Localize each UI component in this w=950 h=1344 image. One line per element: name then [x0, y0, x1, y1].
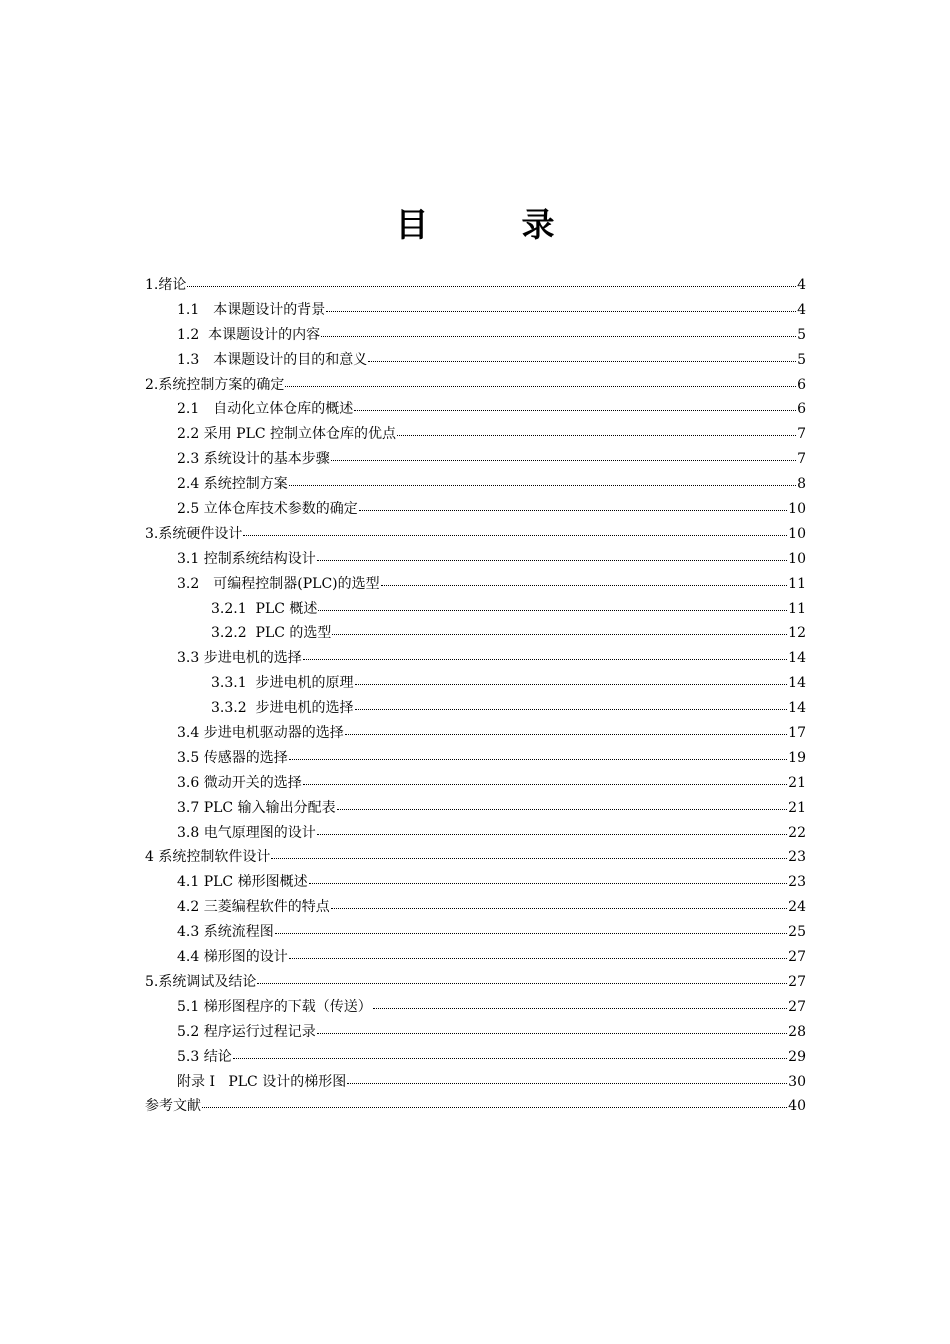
toc-entry-label: 3.5 传感器的选择 — [177, 749, 288, 766]
toc-entry-label: 1.3 本课题设计的目的和意义 — [177, 351, 368, 368]
toc-dot-leader — [368, 360, 796, 362]
toc-entry[interactable] — [145, 870, 806, 895]
toc-dot-leader — [317, 1032, 787, 1034]
toc-entry-page-number: 4 — [797, 301, 806, 318]
toc-entry[interactable] — [145, 397, 806, 422]
toc-entry[interactable] — [145, 1094, 806, 1119]
toc-entry-label: 3.7 PLC 输入输出分配表 — [177, 799, 336, 816]
toc-entry-page-number: 25 — [788, 924, 806, 941]
toc-dot-leader — [285, 385, 796, 387]
toc-entry-label: 3.2.1 PLC 概述 — [211, 600, 318, 617]
toc-dot-leader — [289, 484, 796, 486]
toc-entry-page-number: 27 — [788, 998, 806, 1015]
toc-entry-label: 4 系统控制软件设计 — [145, 849, 271, 866]
toc-dot-leader — [303, 658, 787, 660]
toc-entry-page-number: 27 — [788, 949, 806, 966]
toc-dot-leader — [347, 1082, 787, 1084]
toc-entry-label: 4.1 PLC 梯形图概述 — [177, 874, 308, 891]
toc-entry[interactable] — [145, 273, 806, 298]
toc-entry[interactable] — [145, 447, 806, 472]
toc-entry-label: 3.2.2 PLC 的选型 — [211, 625, 332, 642]
toc-entry-page-number: 23 — [788, 849, 806, 866]
toc-entry[interactable] — [145, 746, 806, 771]
toc-dot-leader — [233, 1057, 787, 1059]
toc-entry[interactable] — [145, 572, 806, 597]
toc-entry-label: 附录 I PLC 设计的梯形图 — [177, 1073, 347, 1090]
toc-entry-page-number: 12 — [788, 625, 806, 642]
toc-entry[interactable] — [145, 497, 806, 522]
toc-entry-label: 1.1 本课题设计的背景 — [177, 301, 326, 318]
toc-entry[interactable] — [145, 597, 806, 622]
toc-entry-label: 2.1 自动化立体仓库的概述 — [177, 401, 354, 418]
toc-dot-leader — [355, 708, 788, 710]
toc-entry-label: 3.3 步进电机的选择 — [177, 650, 302, 667]
toc-entry-label: 3.2 可编程控制器(PLC)的选型 — [177, 575, 380, 592]
toc-dot-leader — [397, 434, 796, 436]
toc-entry[interactable] — [145, 771, 806, 796]
toc-dot-leader — [202, 1106, 787, 1108]
toc-entry[interactable] — [145, 696, 806, 721]
toc-dot-leader — [317, 559, 787, 561]
toc-dot-leader — [309, 882, 788, 884]
toc-entry-page-number: 5 — [797, 326, 806, 343]
toc-entry[interactable] — [145, 621, 806, 646]
toc-entry[interactable] — [145, 895, 806, 920]
toc-dot-leader — [345, 733, 787, 735]
toc-entry-page-number: 14 — [788, 700, 806, 717]
toc-entry-page-number: 21 — [788, 799, 806, 816]
toc-entry[interactable] — [145, 970, 806, 995]
toc-entry-page-number: 6 — [797, 376, 806, 393]
toc-entry[interactable] — [145, 323, 806, 348]
toc-dot-leader — [321, 335, 796, 337]
toc-entry[interactable] — [145, 995, 806, 1020]
toc-entry-label: 3.6 微动开关的选择 — [177, 774, 302, 791]
toc-dot-leader — [318, 609, 787, 611]
toc-entry-page-number: 21 — [788, 774, 806, 791]
toc-dot-leader — [331, 459, 796, 461]
toc-dot-leader — [326, 310, 796, 312]
toc-dot-leader — [289, 957, 787, 959]
toc-entry-page-number: 30 — [788, 1073, 806, 1090]
toc-entry-label: 2.2 采用 PLC 控制立体仓库的优点 — [177, 426, 397, 443]
toc-entry[interactable] — [145, 721, 806, 746]
toc-entry-page-number: 11 — [788, 575, 806, 592]
toc-entry-label: 1.2 本课题设计的内容 — [177, 326, 321, 343]
toc-entry-label: 2.3 系统设计的基本步骤 — [177, 451, 330, 468]
toc-entry[interactable] — [145, 1070, 806, 1095]
toc-entry[interactable] — [145, 547, 806, 572]
toc-entry[interactable] — [145, 472, 806, 497]
toc-entry-page-number: 6 — [797, 401, 806, 418]
toc-entry[interactable] — [145, 945, 806, 970]
toc-entry-page-number: 23 — [788, 874, 806, 891]
toc-entry-page-number: 24 — [788, 899, 806, 916]
toc-entry-label: 2.4 系统控制方案 — [177, 476, 288, 493]
toc-entry-label: 3.8 电气原理图的设计 — [177, 824, 316, 841]
toc-entry[interactable] — [145, 298, 806, 323]
toc-entry-page-number: 10 — [788, 501, 806, 518]
toc-entry-page-number: 40 — [788, 1098, 806, 1115]
toc-dot-leader — [381, 584, 788, 586]
toc-entry-label: 3.3.1 步进电机的原理 — [211, 675, 354, 692]
toc-entry[interactable] — [145, 845, 806, 870]
toc-entry-page-number: 7 — [797, 451, 806, 468]
toc-entry-page-number: 22 — [788, 824, 806, 841]
toc-entry[interactable] — [145, 422, 806, 447]
toc-entry-label: 3.1 控制系统结构设计 — [177, 550, 316, 567]
toc-dot-leader — [354, 409, 796, 411]
toc-entry-label: 1.绪论 — [145, 277, 187, 293]
toc-entry-label: 2.5 立体仓库技术参数的确定 — [177, 501, 358, 518]
table-of-contents — [145, 273, 806, 1119]
toc-entry-label: 3.系统硬件设计 — [145, 525, 243, 542]
toc-dot-leader — [317, 833, 787, 835]
toc-entry-page-number: 11 — [788, 600, 806, 617]
toc-dot-leader — [187, 285, 796, 287]
toc-entry-page-number: 7 — [797, 426, 806, 443]
toc-entry-label: 参考文献 — [145, 1098, 201, 1115]
toc-dot-leader — [373, 1007, 787, 1009]
toc-entry-label: 2.系统控制方案的确定 — [145, 376, 285, 393]
toc-entry[interactable] — [145, 1020, 806, 1045]
toc-dot-leader — [243, 534, 787, 536]
toc-entry[interactable] — [145, 796, 806, 821]
toc-dot-leader — [332, 633, 787, 635]
toc-entry-page-number: 10 — [788, 525, 806, 542]
toc-entry-page-number: 14 — [788, 650, 806, 667]
toc-dot-leader — [275, 932, 787, 934]
toc-dot-leader — [359, 509, 787, 511]
toc-dot-leader — [303, 783, 787, 785]
toc-entry-page-number: 28 — [788, 1023, 806, 1040]
page-title: 目 录 — [395, 205, 585, 244]
toc-entry-page-number: 10 — [788, 550, 806, 567]
toc-entry-page-number: 5 — [797, 351, 806, 368]
toc-entry[interactable] — [145, 671, 806, 696]
toc-entry-page-number: 17 — [788, 725, 806, 742]
toc-entry-label: 4.3 系统流程图 — [177, 924, 274, 941]
toc-entry-label: 5.1 梯形图程序的下载（传送） — [177, 998, 372, 1015]
toc-entry-page-number: 27 — [788, 973, 806, 990]
toc-entry-label: 5.系统调试及结论 — [145, 973, 257, 990]
toc-entry[interactable] — [145, 646, 806, 671]
toc-dot-leader — [337, 808, 788, 810]
toc-entry[interactable] — [145, 522, 806, 547]
toc-entry-page-number: 4 — [797, 277, 806, 293]
toc-entry-label: 3.3.2 步进电机的选择 — [211, 700, 354, 717]
toc-entry-page-number: 14 — [788, 675, 806, 692]
toc-dot-leader — [271, 857, 787, 859]
toc-entry[interactable] — [145, 1045, 806, 1070]
toc-dot-leader — [331, 907, 787, 909]
toc-entry-label: 4.2 三菱编程软件的特点 — [177, 899, 330, 916]
toc-entry[interactable] — [145, 373, 806, 398]
toc-entry[interactable] — [145, 821, 806, 846]
toc-dot-leader — [355, 683, 788, 685]
toc-entry-page-number: 29 — [788, 1048, 806, 1065]
toc-dot-leader — [257, 982, 787, 984]
toc-dot-leader — [289, 758, 787, 760]
toc-entry-page-number: 8 — [797, 476, 806, 493]
toc-entry-page-number: 19 — [788, 749, 806, 766]
toc-entry-label: 4.4 梯形图的设计 — [177, 949, 288, 966]
toc-entry-label: 5.3 结论 — [177, 1048, 232, 1065]
toc-entry[interactable] — [145, 920, 806, 945]
toc-entry-label: 5.2 程序运行过程记录 — [177, 1023, 316, 1040]
toc-entry-label: 3.4 步进电机驱动器的选择 — [177, 725, 344, 742]
toc-entry[interactable] — [145, 348, 806, 373]
